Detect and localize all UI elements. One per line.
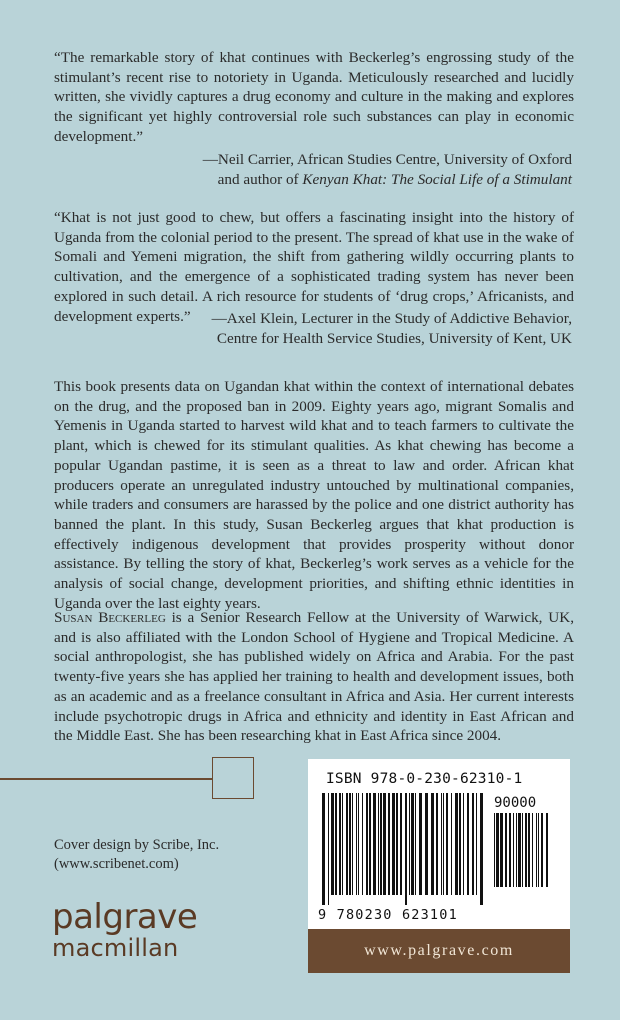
isbn-label: ISBN 978-0-230-62310-1 — [326, 771, 523, 787]
quote-1-attribution-prefix: and author of — [217, 170, 303, 188]
price-barcode-icon — [492, 813, 554, 897]
author-bio-text: is a Senior Research Fellow at the University of Warwick, UK, and is also affiliated with the London School of Hygiene and Tropical Medicine. A social anthropologist, she has published widely on Africa and Arabia. For the past twenty-five years she has applied her training to health and development issues, both as an academic and as a freelance consultant in Africa and Asia. Her current interests include psychotropic drugs in Africa and ethnicity and identity in East African and the Middle East. She has been researching khat in East Africa since 2004. — [54, 609, 575, 745]
cover-credit — [54, 836, 219, 874]
ean-digits: 9 780230 623101 — [318, 907, 458, 923]
cover-credit-line1: Cover design by Scribe, Inc. — [54, 837, 220, 853]
decorative-rule — [0, 778, 212, 780]
decorative-square — [212, 757, 254, 799]
author-bio — [54, 608, 574, 746]
quote-1-attribution-line1: —Neil Carrier, African Studies Centre, University of Oxford — [202, 151, 572, 168]
publisher-logo-line1: palgrave — [52, 897, 198, 937]
barcode-panel — [308, 759, 570, 929]
quote-1-book-title: Kenyan Khat: The Social Life of a Stimulant — [302, 170, 572, 188]
cover-credit-line2: (www.scribenet.com) — [54, 856, 179, 872]
book-description: This book presents data on Ugandan khat within the context of international debates on the drug, and the proposed ban in 2009. Eighty years ago, migrant Somalis and Yemenis in Uganda started to harvest wild khat and to teach farmers to cultivate the plant, which is chewed for its stimulant qualities. As khat chewing has become a popular Ugandan pastime, it is seen as a threat to law and order. African khat producers operate an unregulated industry untouched by multinational companies, while traders and consumers are harassed by the police and one district authority has banned the plant. In this study, Susan Beckerleg argues that khat production is effectively indigenous development that provides prosperity without donor assistance. By telling the story of khat, Beckerleg’s work serves as a vehicle for the analysis of social change, development priorities, and shifting ethnic identities in Uganda over the last eighty years. — [54, 378, 574, 612]
publisher-logo-line2: macmillan — [52, 934, 179, 962]
quote-1-attribution — [52, 150, 572, 189]
quote-2-attribution-line1: —Axel Klein, Lecturer in the Study of Addictive Behavior, — [211, 310, 572, 327]
publisher-website: www.palgrave.com — [308, 929, 570, 973]
quote-2-attribution-line2: Centre for Health Service Studies, University of Kent, UK — [216, 329, 572, 347]
quote-1: “The remarkable story of khat continues with Beckerleg’s engrossing study of the stimulant’s recent rise to notoriety in Uganda. Meticulously researched and lucidly written, she vividly captures a drug economy and culture in the making and explores the significant yet highly controversial role such substances can play in economic development.” — [54, 49, 574, 145]
quote-2: “Khat is not just good to chew, but offers a fascinating insight into the history of Uganda from the colonial period to the present. The spread of khat use in the wake of Somali and Yemeni migration, the shift from gathering wildly occurring plants to cultivation, and the emergence of a sophisticated trading system has never been explored in such detail. A rich resource for students of ‘drug crops,’ Africanists, and development experts.” — [54, 209, 574, 325]
ean-barcode-icon — [320, 793, 486, 905]
quote-2-attribution — [52, 309, 572, 348]
price-code: 90000 — [494, 795, 537, 811]
publisher-logo — [52, 897, 198, 962]
author-name: Susan Beckerleg — [54, 609, 166, 626]
